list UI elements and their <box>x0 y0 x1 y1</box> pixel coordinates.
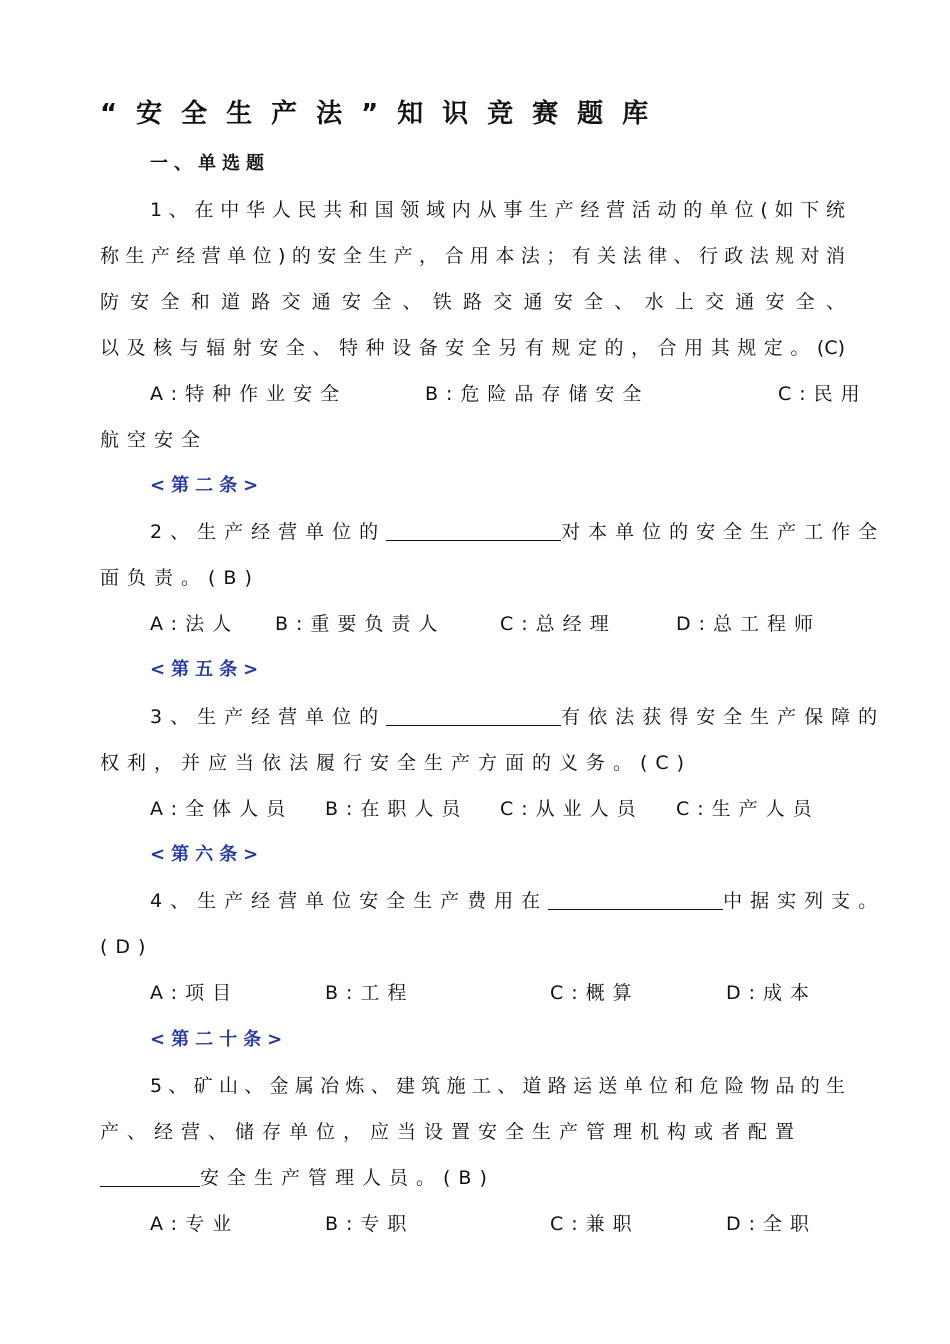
q4-option-a: A:项目 <box>150 982 240 1004</box>
q3-blank <box>386 707 561 726</box>
q4-line-1 <box>150 889 885 913</box>
q3-text-post: 有依法获得安全生产保障的 <box>561 706 886 728</box>
q3-line-1 <box>150 705 885 729</box>
q4-line-2: (D) <box>100 936 154 958</box>
q1-option-b: B:危险品存储安全 <box>425 383 650 405</box>
q5-option-b: B:专职 <box>325 1213 415 1235</box>
q5-text-post: 安全生产管理人员。(B) <box>200 1167 495 1189</box>
q3-text-pre: 3、生产经营单位的 <box>150 706 387 728</box>
q5-line-1: 5、矿山、金属冶炼、建筑施工、道路运送单位和危险物品的生 <box>150 1075 845 1097</box>
q1-option-c-cont: 航空安全 <box>100 429 209 451</box>
q5-option-a: A:专业 <box>150 1213 240 1235</box>
q5-option-d: D:全职 <box>726 1213 818 1235</box>
q1-option-c: C:民用 <box>778 383 868 405</box>
q4-article-ref: <第二十条> <box>150 1029 289 1050</box>
q3-line-2: 权利，并应当依法履行安全生产方面的义务。(C) <box>100 752 693 774</box>
q5-line-3 <box>100 1166 495 1190</box>
section-heading: 一、单选题 <box>150 153 270 174</box>
q1-article-ref: <第二条> <box>150 475 265 496</box>
q2-blank <box>386 522 561 541</box>
q2-option-b: B:重要负责人 <box>275 613 446 635</box>
q1-line-3: 防安全和道路交通安全、铁路交通安全、水上交通安全、 <box>100 291 845 313</box>
q1-option-a: A:特种作业安全 <box>150 383 348 405</box>
q5-blank <box>100 1168 200 1187</box>
q1-line-2: 称生产经营单位)的安全生产，合用本法；有关法律、行政法规对消 <box>100 245 845 267</box>
q2-article-ref: <第五条> <box>150 659 265 680</box>
q4-option-b: B:工程 <box>325 982 415 1004</box>
q4-text-pre: 4、生产经营单位安全生产费用在 <box>150 890 549 912</box>
q4-option-c: C:概算 <box>550 982 640 1004</box>
q4-text-post: 中据实列支。 <box>723 890 886 912</box>
q3-option-b: B:在职人员 <box>325 798 469 820</box>
q5-line-2: 产、经营、储存单位，应当设置安全生产管理机构或者配置 <box>100 1121 803 1143</box>
q4-option-d: D:成本 <box>726 982 818 1004</box>
q4-blank <box>548 891 723 910</box>
q1-line-1: 1、在中华人民共和国领域内从事生产经营活动的单位(如下统 <box>150 199 845 221</box>
q2-text-post: 对本单位的安全生产工作全 <box>561 521 886 543</box>
q2-line-2: 面负责。(B) <box>100 567 260 589</box>
q3-option-d: C:生产人员 <box>676 798 820 820</box>
q2-line-1 <box>150 520 885 544</box>
q3-option-a: A:全体人员 <box>150 798 294 820</box>
q5-option-c: C:兼职 <box>550 1213 640 1235</box>
q3-option-c: C:从业人员 <box>500 798 644 820</box>
page-title: “安全生产法”知识竞赛题库 <box>100 99 668 129</box>
q2-option-d: D:总工程师 <box>676 613 822 635</box>
q1-line-4: 以及核与辐射安全、特种设备安全另有规定的，合用其规定。(C) <box>100 337 845 359</box>
q3-article-ref: <第六条> <box>150 844 265 865</box>
q2-option-c: C:总经理 <box>500 613 617 635</box>
q2-option-a: A:法人 <box>150 613 240 635</box>
q2-text-pre: 2、生产经营单位的 <box>150 521 387 543</box>
